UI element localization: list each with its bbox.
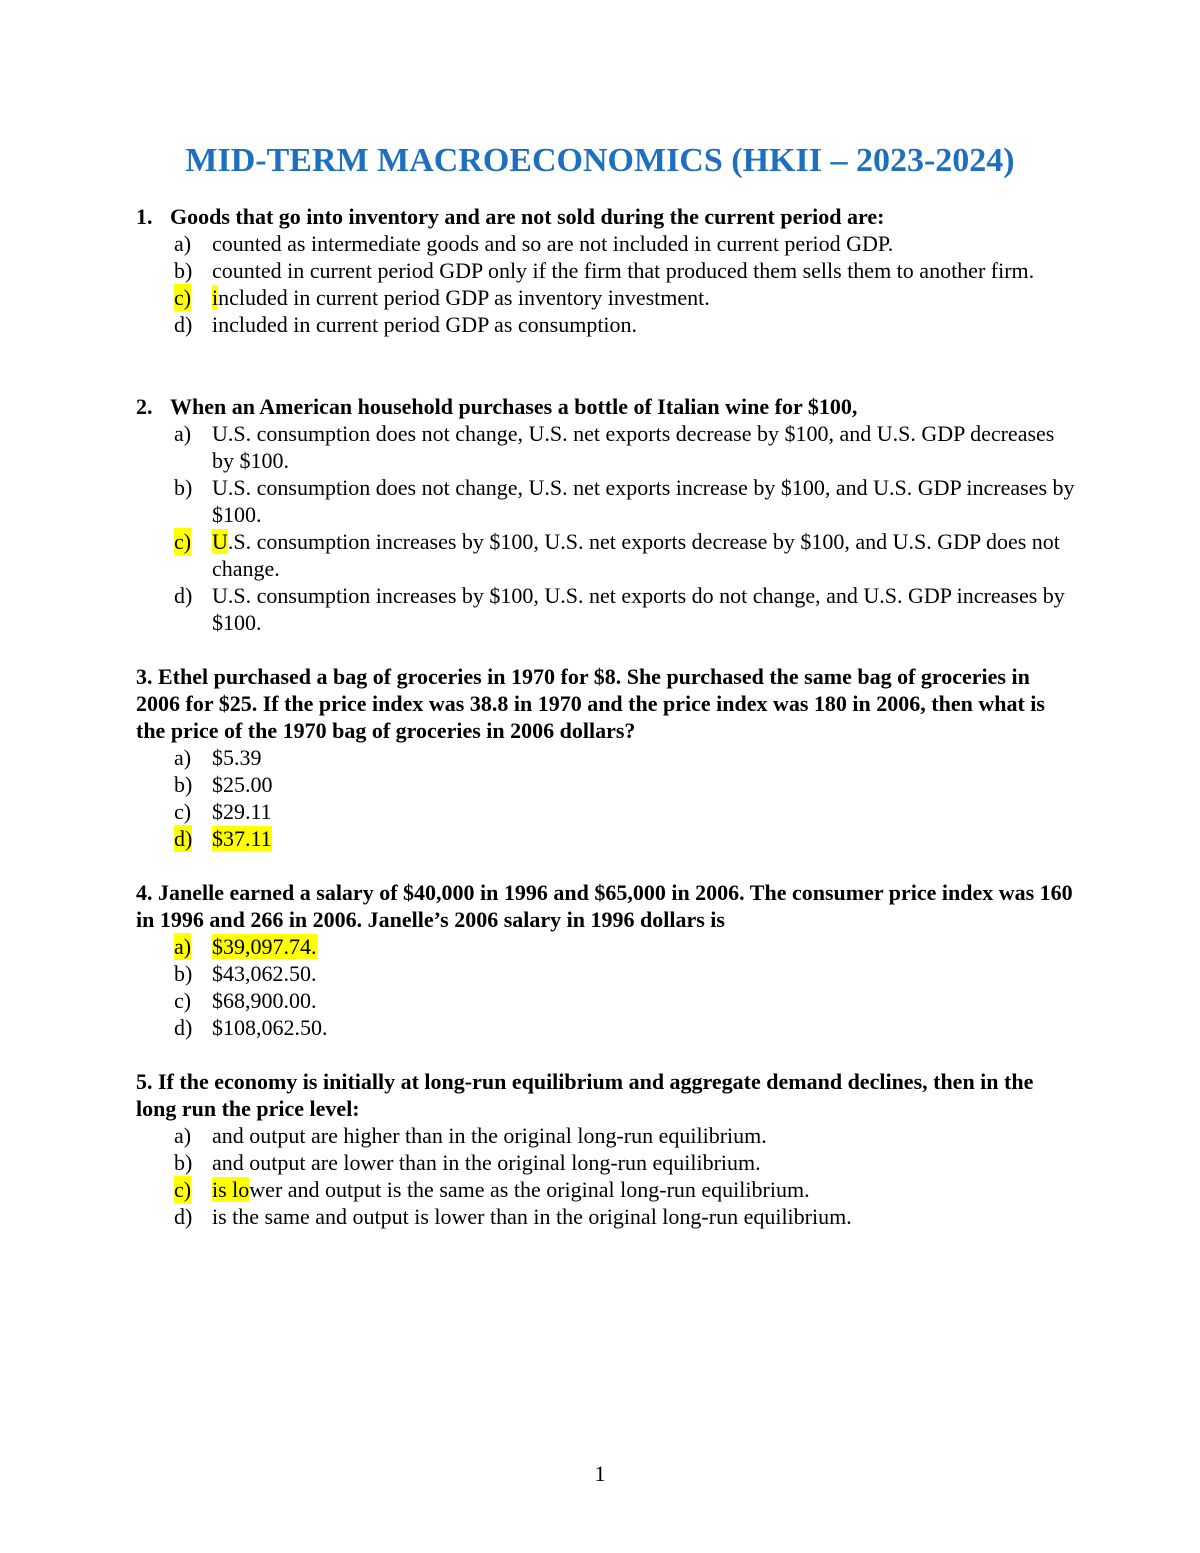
option-letter: a) bbox=[174, 1123, 192, 1148]
answer-option-a-correct bbox=[174, 933, 1076, 960]
answer-option-d bbox=[174, 1203, 1076, 1230]
highlighted-text: U bbox=[212, 529, 228, 554]
option-letter-highlighted: a) bbox=[174, 934, 192, 959]
answer-option-b bbox=[174, 960, 1076, 987]
option-letter: b) bbox=[174, 258, 193, 283]
question-stem: 5. If the economy is initially at long-run equilibrium and aggregate demand declines, then in the long run the price level: bbox=[136, 1069, 1034, 1121]
question-stem: 4. Janelle earned a salary of $40,000 in 1996 and $65,000 in 2006. The consumer price index was 160 in 1996 and 266 in 2006. Janelle’s 2006 salary in 1996 dollars is bbox=[136, 880, 1073, 932]
question-text: Goods that go into inventory and are not sold during the current period are: bbox=[170, 204, 885, 229]
option-letter: d) bbox=[174, 312, 193, 337]
question-number: 2. bbox=[136, 394, 153, 419]
option-text: is the same and output is lower than in the original long-run equilibrium. bbox=[212, 1204, 852, 1229]
answer-option-c bbox=[174, 798, 1076, 825]
answer-options bbox=[136, 230, 1076, 338]
answer-option-d bbox=[174, 582, 1076, 636]
option-letter: a) bbox=[174, 421, 192, 446]
question-4 bbox=[136, 879, 1076, 1041]
highlighted-text: $39,097.74. bbox=[212, 934, 317, 959]
question-3 bbox=[136, 663, 1076, 852]
answer-option-b bbox=[174, 771, 1076, 798]
option-text: $108,062.50. bbox=[212, 1015, 328, 1040]
answer-options bbox=[136, 744, 1076, 852]
question-stem: 3. Ethel purchased a bag of groceries in 1970 for $8. She purchased the same bag of groceries in 2006 for $25. If the price index was 38.8 in 1970 and the price index was 180 in 2006, then what is the price of the 1970 bag of groceries in 2006 dollars? bbox=[136, 664, 1045, 743]
answer-options bbox=[136, 933, 1076, 1041]
page-title: MID-TERM MACROECONOMICS (HKII – 2023-2024) bbox=[185, 142, 1015, 179]
question-stem bbox=[136, 393, 1076, 420]
question-stem bbox=[136, 203, 1076, 230]
option-letter: a) bbox=[174, 231, 192, 256]
question-1 bbox=[136, 203, 1076, 338]
answer-option-a bbox=[174, 744, 1076, 771]
question-number: 1. bbox=[136, 204, 153, 229]
answer-option-c-correct bbox=[174, 284, 1076, 311]
answer-option-d bbox=[174, 1014, 1076, 1041]
option-letter: d) bbox=[174, 1015, 193, 1040]
option-text: included in current period GDP as consumption. bbox=[212, 312, 638, 337]
option-letter: b) bbox=[174, 1150, 193, 1175]
option-text: $29.11 bbox=[212, 799, 272, 824]
option-text: and output are lower than in the original long-run equilibrium. bbox=[212, 1150, 761, 1175]
answer-option-d-correct bbox=[174, 825, 1076, 852]
answer-option-d bbox=[174, 311, 1076, 338]
answer-option-c-correct bbox=[174, 528, 1076, 582]
option-text: U.S. consumption increases by $100, U.S. net exports do not change, and U.S. GDP increases by $100. bbox=[212, 583, 1065, 635]
page-number: 1 bbox=[594, 1461, 606, 1486]
option-letter: a) bbox=[174, 745, 192, 770]
answer-option-a bbox=[174, 230, 1076, 257]
option-letter: c) bbox=[174, 799, 192, 824]
option-letter-highlighted: c) bbox=[174, 1177, 192, 1202]
answer-option-b bbox=[174, 474, 1076, 528]
option-text: U.S. consumption does not change, U.S. net exports increase by $100, and U.S. GDP increases by $100. bbox=[212, 475, 1075, 527]
option-text: and output are higher than in the original long-run equilibrium. bbox=[212, 1123, 767, 1148]
answer-option-c bbox=[174, 987, 1076, 1014]
highlighted-text: is lo bbox=[212, 1177, 250, 1202]
answer-option-b bbox=[174, 257, 1076, 284]
highlighted-text: i bbox=[212, 285, 219, 310]
option-letter-highlighted: c) bbox=[174, 285, 192, 310]
option-letter: d) bbox=[174, 583, 193, 608]
option-text: $25.00 bbox=[212, 772, 273, 797]
option-letter: b) bbox=[174, 772, 193, 797]
option-letter: c) bbox=[174, 988, 192, 1013]
option-text: $68,900.00. bbox=[212, 988, 317, 1013]
answer-option-a bbox=[174, 1122, 1076, 1149]
answer-option-a bbox=[174, 420, 1076, 474]
option-letter-highlighted: d) bbox=[174, 826, 193, 851]
answer-options bbox=[136, 1122, 1076, 1230]
question-5 bbox=[136, 1068, 1076, 1230]
answer-options bbox=[136, 420, 1076, 636]
option-text: $5.39 bbox=[212, 745, 262, 770]
question-text: When an American household purchases a bottle of Italian wine for $100, bbox=[170, 394, 858, 419]
option-text: wer and output is the same as the original long-run equilibrium. bbox=[249, 1177, 810, 1202]
option-text: ncluded in current period GDP as inventory investment. bbox=[218, 285, 710, 310]
highlighted-text: $37.11 bbox=[212, 826, 272, 851]
option-letter: d) bbox=[174, 1204, 193, 1229]
option-letter-highlighted: c) bbox=[174, 529, 192, 554]
option-text: U.S. consumption does not change, U.S. net exports decrease by $100, and U.S. GDP decreases by $100. bbox=[212, 421, 1055, 473]
question-2 bbox=[136, 393, 1076, 636]
option-text: $43,062.50. bbox=[212, 961, 317, 986]
answer-option-c-correct bbox=[174, 1176, 1076, 1203]
option-text: counted as intermediate goods and so are not included in current period GDP. bbox=[212, 231, 894, 256]
option-text: counted in current period GDP only if the firm that produced them sells them to another firm. bbox=[212, 258, 1035, 283]
option-letter: b) bbox=[174, 475, 193, 500]
option-text: .S. consumption increases by $100, U.S. net exports decrease by $100, and U.S. GDP does not change. bbox=[212, 529, 1060, 581]
answer-option-b bbox=[174, 1149, 1076, 1176]
option-letter: b) bbox=[174, 961, 193, 986]
